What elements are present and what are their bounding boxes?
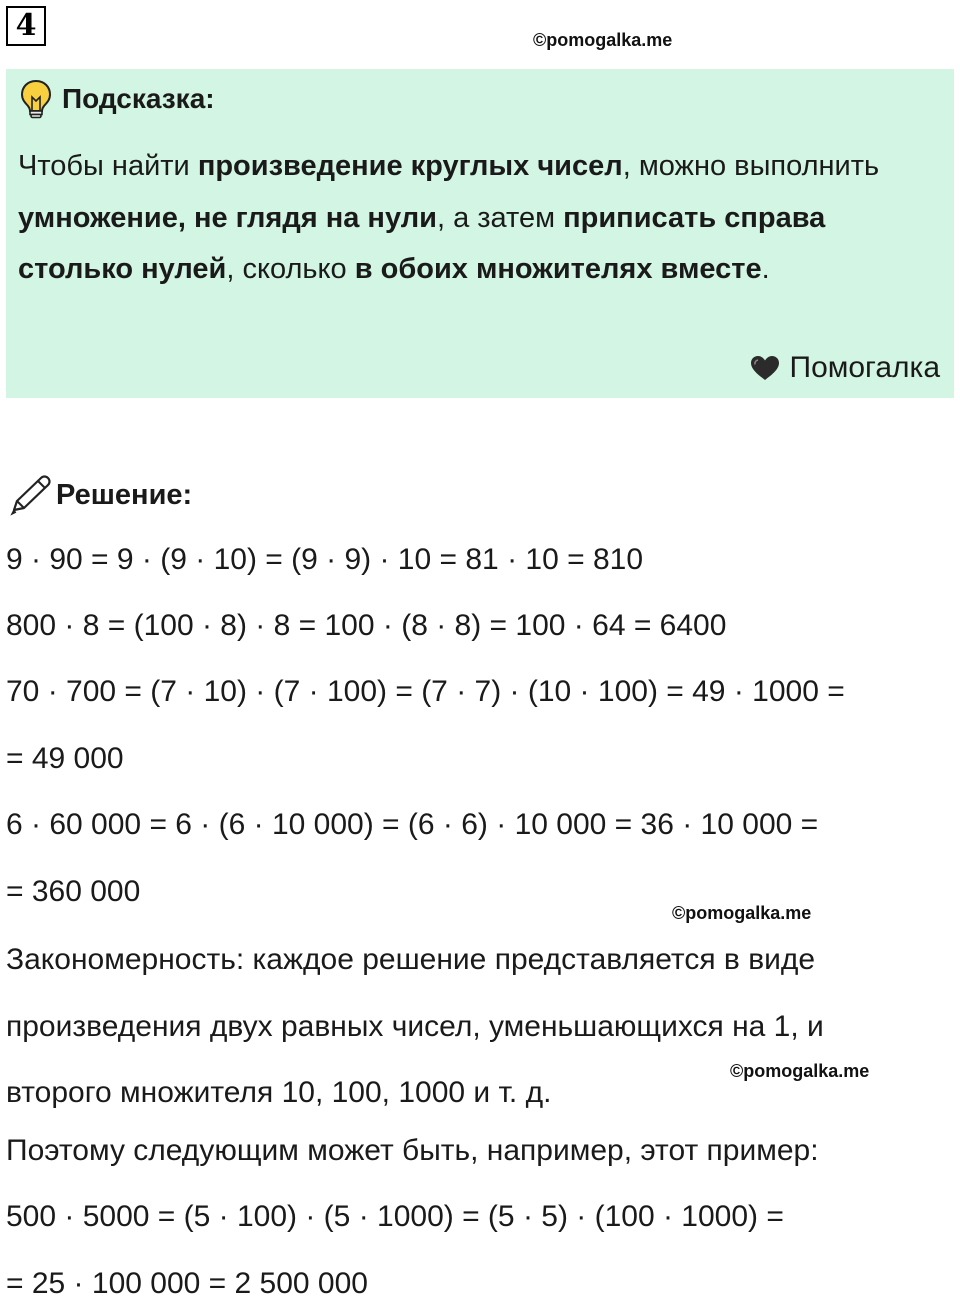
heart-icon <box>750 355 780 381</box>
solution-line: 500 · 5000 = (5 · 100) · (5 · 1000) = (5 · 5) · (100 · 1000) = <box>6 1200 784 1233</box>
hint-header <box>20 79 215 119</box>
hint-segment: Чтобы найти <box>18 150 198 182</box>
hint-segment: , а затем <box>436 201 564 234</box>
hint-segment-bold: в обоих множителях вместе <box>354 253 762 285</box>
hint-segment-bold: умножение, не глядя на нули <box>18 201 437 234</box>
watermark: ©pomogalka.me <box>730 1061 870 1081</box>
solution-line: = 25 · 100 000 = 2 500 000 <box>6 1267 368 1300</box>
hint-segment-bold: произведение круглых чисел <box>197 150 623 182</box>
hint-title: Подсказка: <box>62 83 215 114</box>
hint-segment: , можно выполнить <box>622 150 880 182</box>
watermark: ©pomogalka.me <box>533 30 673 50</box>
signature <box>750 351 941 385</box>
solution-line: Поэтому следующим может быть, например, этот пример: <box>6 1134 819 1167</box>
solution-line: 70 · 700 = (7 · 10) · (7 · 100) = (7 · 7) · (10 · 100) = 49 · 1000 = <box>6 675 845 708</box>
hint-box <box>6 69 954 398</box>
solution-title: Решение: <box>56 478 193 511</box>
signature-text: Помогалка <box>789 351 940 384</box>
solution-line: = 49 000 <box>6 742 124 775</box>
solution-line: 6 · 60 000 = 6 · (6 · 10 000) = (6 · 6) · 10 000 = 36 · 10 000 = <box>6 808 819 841</box>
lightbulb-icon <box>20 79 52 119</box>
solution-line: 9 · 90 = 9 · (9 · 10) = (9 · 9) · 10 = 81 · 10 = 810 <box>6 543 644 576</box>
hint-text <box>18 141 933 296</box>
task-number: 4 <box>6 6 46 46</box>
hint-segment: , сколько <box>226 253 355 285</box>
solution-line: второго множителя 10, 100, 1000 и т. д. <box>6 1076 552 1109</box>
solution-line: 800 · 8 = (100 · 8) · 8 = 100 · (8 · 8) = 100 · 64 = 6400 <box>6 609 727 642</box>
pencil-icon <box>8 474 52 516</box>
watermark: ©pomogalka.me <box>672 903 812 923</box>
solution-line: = 360 000 <box>6 875 141 908</box>
solution-line: Закономерность: каждое решение представляется в виде <box>6 943 816 976</box>
solution-header <box>8 474 192 516</box>
hint-segment-bold: приписать справа столько нулей <box>18 201 826 285</box>
hint-segment: . <box>761 253 770 285</box>
solution-line: произведения двух равных чисел, уменьшающихся на 1, и <box>6 1010 824 1043</box>
